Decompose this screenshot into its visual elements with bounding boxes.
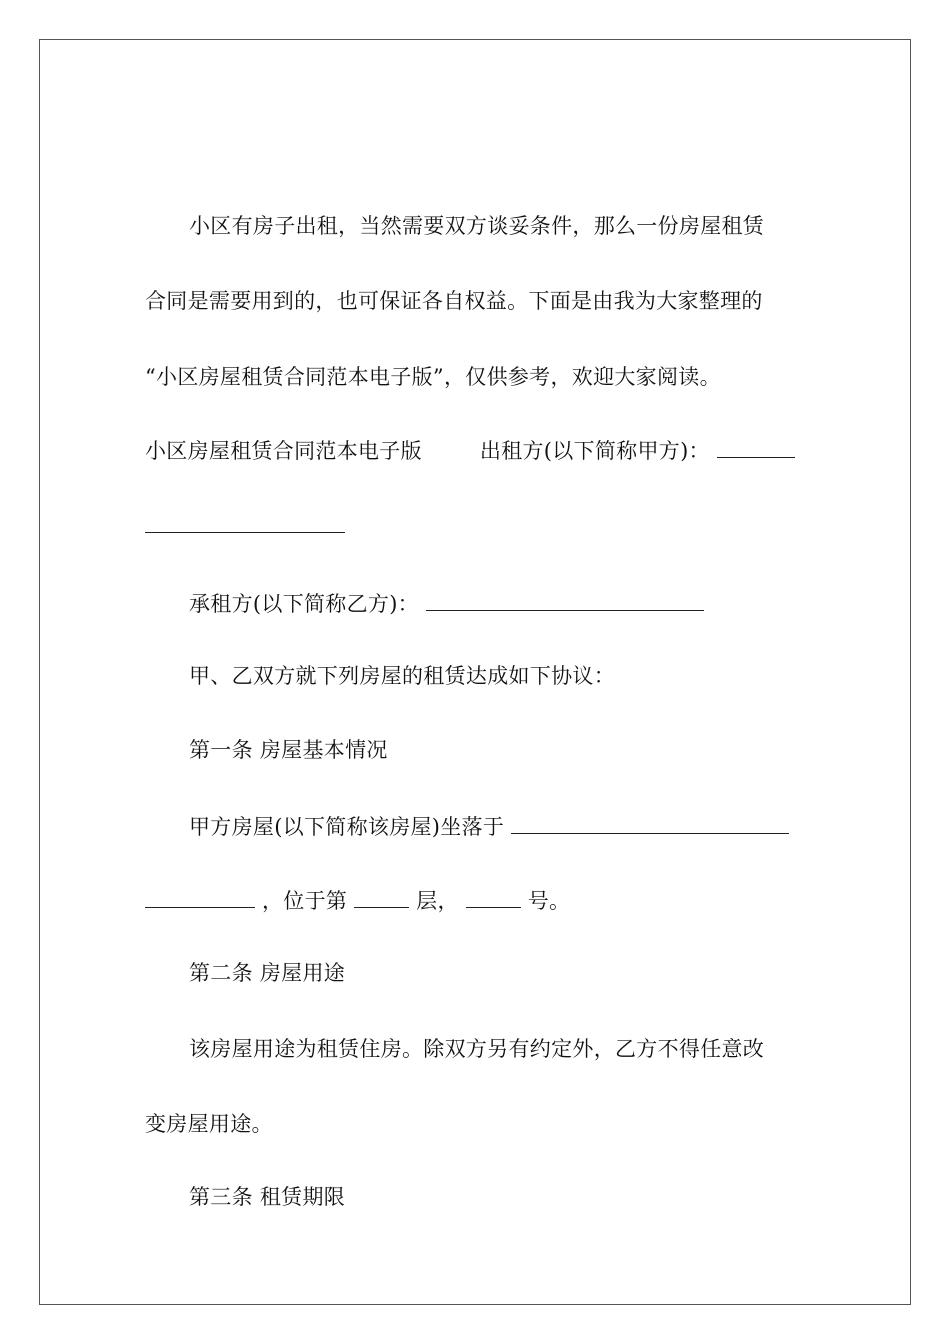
lessor-name-blank-continued[interactable] — [145, 532, 345, 533]
location-blank[interactable] — [511, 813, 789, 834]
article-1-text-start: 甲方房屋(以下简称该房屋)坐落于 — [189, 815, 505, 839]
article-2-line-1: 该房屋用途为租赁住房。除双方另有约定外，乙方不得任意改 — [189, 1037, 765, 1061]
intro-line-1: 小区有房子出租，当然需要双方谈妥条件，那么一份房屋租赁 — [189, 214, 765, 238]
lessee-label: 承租方(以下简称乙方)： — [189, 592, 419, 616]
floor-blank[interactable] — [354, 887, 409, 908]
lessee-name-blank[interactable] — [426, 590, 704, 611]
floor-suffix: 层， — [416, 889, 459, 913]
location-blank-continued[interactable] — [145, 887, 255, 908]
article-1-heading: 第一条 房屋基本情况 — [189, 738, 388, 762]
title-lessor-line — [145, 437, 795, 464]
intro-line-2: 合同是需要用到的，也可保证各自权益。下面是由我为大家整理的 — [145, 289, 763, 313]
article-2-line-2: 变房屋用途。 — [145, 1112, 273, 1136]
intro-line-3: “小区房屋租赁合同范本电子版”，仅供参考，欢迎大家阅读。 — [145, 365, 721, 389]
lessee-line — [189, 590, 704, 617]
number-blank[interactable] — [466, 887, 521, 908]
document-title: 小区房屋租赁合同范本电子版 — [145, 439, 422, 463]
article-1-line-1 — [189, 813, 789, 840]
article-2-heading: 第二条 房屋用途 — [189, 961, 346, 985]
lessor-name-blank[interactable] — [717, 437, 795, 458]
number-suffix: 号。 — [527, 889, 571, 913]
article-1-line-2 — [145, 887, 570, 914]
location-prefix: ，位于第 — [261, 889, 348, 913]
agreement-intro: 甲、乙双方就下列房屋的租赁达成如下协议： — [189, 664, 615, 688]
lessor-label: 出租方(以下简称甲方)： — [479, 439, 710, 463]
article-3-heading: 第三条 租赁期限 — [189, 1185, 346, 1209]
